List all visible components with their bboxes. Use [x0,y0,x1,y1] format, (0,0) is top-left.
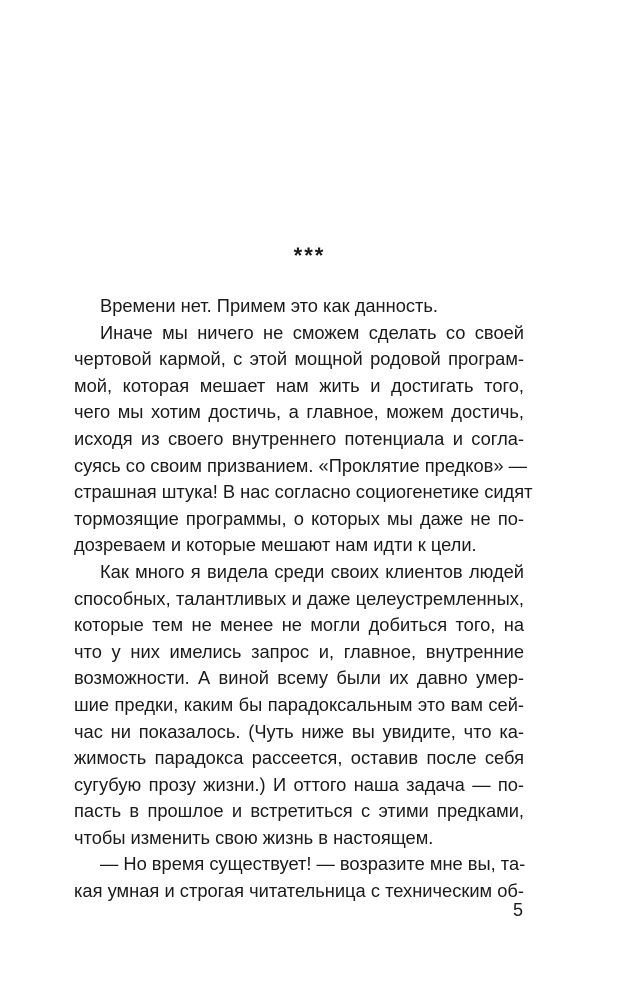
paragraph-1-line-1: Времени нет. Примем это как данность. [100,295,439,316]
paragraph-4-line-1: — Но время существует! — возразите мне вы, та- [100,853,526,875]
paragraph-3-line-9: сугубую прозу жизни.) И оттого наша задача — по- [74,773,524,795]
paragraph-2-line-1: Иначе мы ничего не сможем сделать со своей [100,321,524,343]
paragraph-3-line-8: жимость парадокса рассеется, оставив после себя [74,747,524,769]
section-separator: *** [293,243,326,268]
paragraph-3-line-11: чтобы изменить свою жизнь в настоящем. [74,826,434,848]
paragraph-3-line-7: час ни показалось. (Чуть ниже вы увидите, что ка- [74,720,524,742]
paragraph-2-line-9: дозреваем и которые мешают нам идти к цели. [74,534,477,556]
paragraph-2-line-6: суясь со своим призванием. «Проклятие предков» — [74,454,527,476]
paragraph-2-line-4: чего мы хотим достичь, а главное, можем достичь, [74,401,524,423]
paragraph-2-line-7: страшная штука! В нас согласно социогенетике сидят [74,481,533,503]
paragraph-3-line-2: способных, талантливых и даже целеустремленных, [74,587,524,609]
paragraph-4-line-2: кая умная и строгая читательница с техническим об- [74,880,524,902]
paragraph-3-line-6: шие предки, каким бы парадоксальным это вам сей- [74,693,524,715]
paragraph-3-line-4: что у них имелись запрос и, главное, внутренние [74,640,524,662]
paragraph-3-line-10: пасть в прошлое и встретиться с этими предками, [74,800,524,822]
paragraph-3-line-3: которые тем не менее не могли добиться того, на [74,614,524,636]
body-text [74,293,533,905]
paragraph-2-line-8: тормозящие программы, о которых мы даже не по- [74,507,524,529]
page-number: 5 [512,900,523,920]
paragraph-2-line-2: чертовой кармой, с этой мощной родовой програм- [74,348,524,370]
paragraph-2-line-3: мой, которая мешает нам жить и достигать того, [74,374,524,396]
paragraph-2-line-5: исходя из своего внутреннего потенциала и согла- [74,427,524,449]
paragraph-3-line-5: возможности. А виной всему были их давно умер- [74,667,524,689]
paragraph-3-line-1: Как много я видела среди своих клиентов людей [100,560,524,582]
